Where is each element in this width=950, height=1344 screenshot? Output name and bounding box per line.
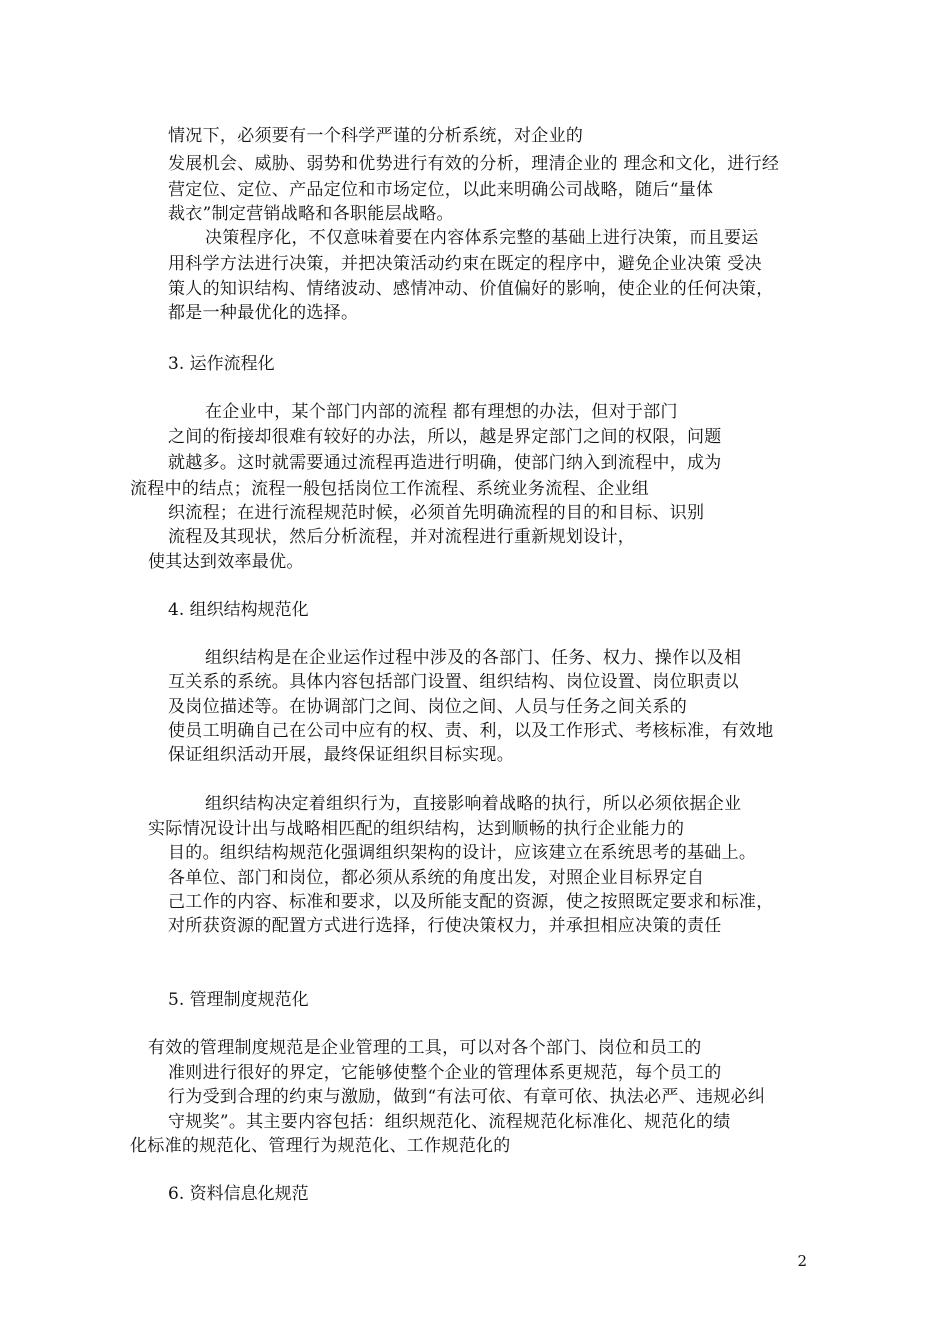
paragraph-line: 各单位、部门和岗位，都必须从系统的角度出发，对照企业目标界定自 — [168, 868, 705, 888]
paragraph-line: 化标准的规范化、管理行为规范化、工作规范化的 — [130, 1136, 511, 1156]
paragraph-line: 情况下，必须要有一个科学严谨的分析系统，对企业的 — [168, 126, 584, 146]
paragraph-line: 组织结构是在企业运作过程中涉及的各部门、任务、权力、操作以及相 — [205, 648, 742, 668]
paragraph-line: 发展机会、威胁、弱势和优势进行有效的分析，理清企业的 理念和文化，进行经 — [168, 154, 780, 174]
paragraph-line: 之间的衔接却很难有较好的办法，所以，越是界定部门之间的权限，问题 — [168, 427, 722, 447]
paragraph-line: 保证组织活动开展，最终保证组织目标实现。 — [168, 745, 514, 765]
paragraph-line: 有效的管理制度规范是企业管理的工具，可以对各个部门、岗位和员工的 — [148, 1038, 702, 1058]
section-heading: 6. 资料信息化规范 — [168, 1184, 309, 1204]
section-heading: 5. 管理制度规范化 — [168, 990, 309, 1010]
paragraph-line: 实际情况设计出与战略相匹配的组织结构，达到顺畅的执行企业能力的 — [148, 819, 685, 839]
paragraph-line: 守规奖”。其主要内容包括：组织规范化、流程规范化标准化、规范化的绩 — [168, 1112, 731, 1132]
paragraph-line: 流程及其现状，然后分析流程，并对流程进行重新规划设计， — [168, 527, 636, 547]
paragraph-line: 就越多。这时就需要通过流程再造进行明确，使部门纳入到流程中，成为 — [168, 453, 722, 473]
paragraph-line: 目的。组织结构规范化强调组织架构的设计，应该建立在系统思考的基础上。 — [168, 843, 757, 863]
paragraph-line: 准则进行很好的界定，它能够使整个企业的管理体系更规范，每个员工的 — [168, 1063, 722, 1083]
paragraph-line: 策人的知识结构、情绪波动、感情冲动、价值偏好的影响，使企业的任何决策， — [168, 279, 774, 299]
paragraph-line: 使其达到效率最优。 — [148, 552, 304, 572]
paragraph-line: 织流程；在进行流程规范时候，必须首先明确流程的目的和目标、识别 — [168, 503, 705, 523]
paragraph-line: 流程中的结点；流程一般包括岗位工作流程、系统业务流程、企业组 — [130, 479, 649, 499]
paragraph-line: 己工作的内容、标准和要求，以及所能支配的资源，使之按照既定要求和标准， — [168, 892, 774, 912]
paragraph-line: 营定位、定位、产品定位和市场定位，以此来明确公司战略，随后“量体 — [168, 180, 714, 200]
section-heading: 3. 运作流程化 — [168, 354, 275, 374]
paragraph-line: 用科学方法进行决策，并把决策活动约束在既定的程序中，避免企业决策 受决 — [168, 254, 762, 274]
paragraph-line: 在企业中，某个部门内部的流程 都有理想的办法，但对于部门 — [205, 402, 678, 422]
paragraph-line: 互关系的系统。具体内容包括部门设置、组织结构、岗位设置、岗位职责以 — [168, 672, 739, 692]
paragraph-line: 及岗位描述等。在协调部门之间、岗位之间、人员与任务之间关系的 — [168, 697, 687, 717]
paragraph-line: 对所获资源的配置方式进行选择，行使决策权力，并承担相应决策的责任 — [168, 916, 722, 936]
paragraph-line: 都是一种最优化的选择。 — [168, 303, 359, 323]
section-heading: 4. 组织结构规范化 — [168, 600, 309, 620]
paragraph-line: 使员工明确自己在公司中应有的权、责、利，以及工作形式、考核标准，有效地 — [168, 721, 774, 741]
paragraph-line: 行为受到合理的约束与激励，做到“有法可依、有章可依、执法必严、违规必纠 — [168, 1087, 766, 1107]
paragraph-line: 决策程序化，不仅意味着要在内容体系完整的基础上进行决策，而且要运 — [205, 228, 759, 248]
paragraph-line: 组织结构决定着组织行为，直接影响着战略的执行，所以必须依据企业 — [205, 794, 742, 814]
page-number: 2 — [797, 1252, 807, 1270]
paragraph-line: 裁衣”制定营销战略和各职能层战略。 — [168, 204, 454, 224]
